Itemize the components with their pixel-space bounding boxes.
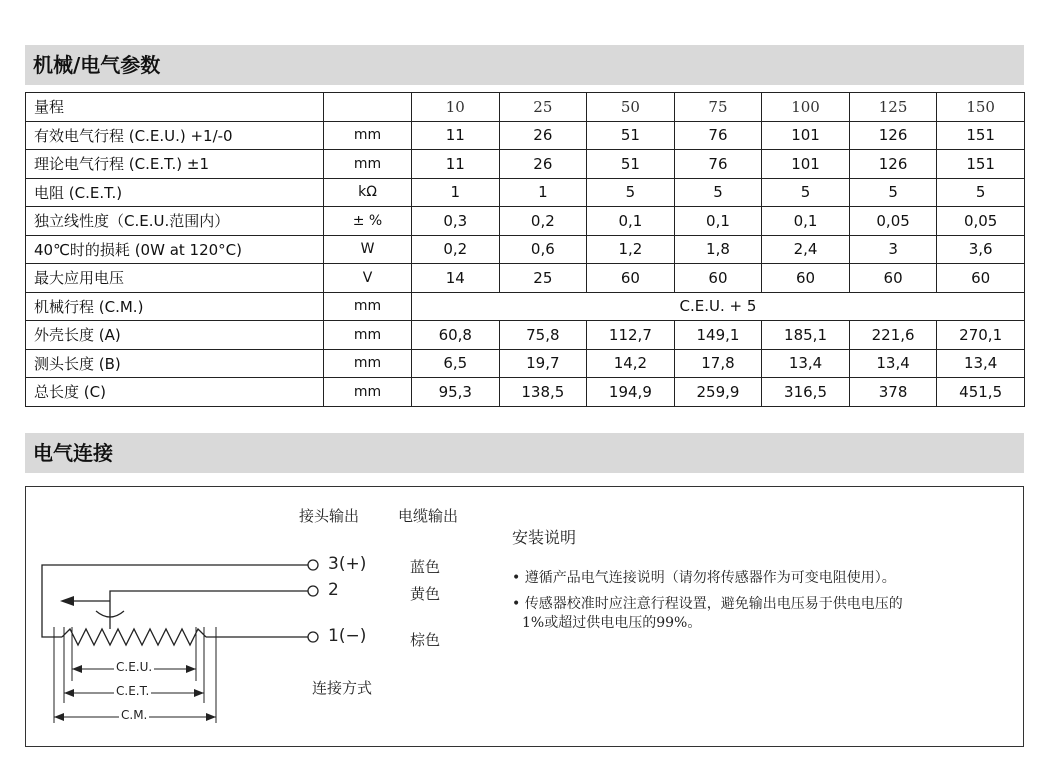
row-label: 40℃时的损耗 (0W at 120°C) (26, 235, 324, 264)
table-cell: 60 (762, 264, 850, 293)
row-unit: kΩ (324, 178, 412, 207)
row-unit: mm (324, 150, 412, 179)
table-cell: 125 (849, 93, 937, 122)
table-row (26, 150, 1025, 179)
table-cell: 60 (674, 264, 762, 293)
table-cell: 51 (587, 121, 675, 150)
row-label: 电阻 (C.E.T.) (26, 178, 324, 207)
row-label: 机械行程 (C.M.) (26, 292, 324, 321)
table-cell: 194,9 (587, 378, 675, 407)
table-cell: 270,1 (937, 321, 1025, 350)
pin3-terminal (308, 560, 318, 570)
table-cell: 75 (674, 93, 762, 122)
table-cell: 25 (499, 93, 587, 122)
table-cell: 11 (412, 121, 500, 150)
section-title-connection: 电气连接 (25, 433, 1024, 473)
table-cell: 378 (849, 378, 937, 407)
table-cell: 60 (587, 264, 675, 293)
table-cell: 3 (849, 235, 937, 264)
table-cell: 259,9 (674, 378, 762, 407)
row-label: 有效电气行程 (C.E.U.) +1/-0 (26, 121, 324, 150)
table-cell: 5 (849, 178, 937, 207)
row-unit: V (324, 264, 412, 293)
table-cell: 13,4 (762, 349, 850, 378)
row-unit (324, 93, 412, 122)
resistor-icon (62, 629, 206, 645)
row-label: 独立线性度（C.E.U.范围内） (26, 207, 324, 236)
table-header-row (26, 93, 1025, 122)
pin2-terminal (308, 586, 318, 596)
table-cell: 10 (412, 93, 500, 122)
table-cell: 5 (587, 178, 675, 207)
table-cell: 75,8 (499, 321, 587, 350)
connection-method-label: 连接方式 (312, 679, 373, 697)
table-cell: 0,05 (849, 207, 937, 236)
table-cell: 451,5 (937, 378, 1025, 407)
table-cell: 101 (762, 150, 850, 179)
table-cell: 151 (937, 150, 1025, 179)
table-row (26, 121, 1025, 150)
pin3-color: 蓝色 (410, 558, 441, 576)
table-cell: 100 (762, 93, 850, 122)
table-cell: 5 (674, 178, 762, 207)
row-unit: mm (324, 321, 412, 350)
parameters-table (25, 92, 1025, 407)
table-cell: 60 (849, 264, 937, 293)
arrow-left-icon (60, 596, 74, 606)
table-cell: 126 (849, 121, 937, 150)
table-cell: 2,4 (762, 235, 850, 264)
section-title-mechanical: 机械/电气参数 (25, 45, 1024, 85)
wire-pin2 (110, 591, 308, 611)
table-cell: 50 (587, 93, 675, 122)
table-cell: 13,4 (937, 349, 1025, 378)
table-cell: 14 (412, 264, 500, 293)
row-unit: mm (324, 378, 412, 407)
table-cell: 0,1 (587, 207, 675, 236)
table-row (26, 321, 1025, 350)
pin2-label: 2 (328, 580, 339, 600)
table-cell: 112,7 (587, 321, 675, 350)
row-unit: mm (324, 121, 412, 150)
table-cell: 151 (937, 121, 1025, 150)
table-cell: 0,2 (499, 207, 587, 236)
cm-label: C.M. (121, 708, 148, 722)
row-unit: W (324, 235, 412, 264)
table-cell: 150 (937, 93, 1025, 122)
table-cell: 76 (674, 121, 762, 150)
table-cell: 101 (762, 121, 850, 150)
table-cell: 3,6 (937, 235, 1025, 264)
table-cell: 76 (674, 150, 762, 179)
row-label: 测头长度 (B) (26, 349, 324, 378)
table-cell: 26 (499, 121, 587, 150)
pin1-terminal (308, 632, 318, 642)
row-unit: mm (324, 292, 412, 321)
table-cell: 5 (762, 178, 850, 207)
table-cell: 25 (499, 264, 587, 293)
table-cell: 0,2 (412, 235, 500, 264)
table-cell-merged: C.E.U. + 5 (412, 292, 1025, 321)
pin1-label: 1(−) (328, 626, 367, 646)
table-cell: 26 (499, 150, 587, 179)
table-cell: 1 (412, 178, 500, 207)
row-label: 量程 (26, 93, 324, 122)
table-cell: 1 (499, 178, 587, 207)
install-note-1: • 遵循产品电气连接说明（请勿将传感器作为可变电阻使用）。 (512, 570, 896, 586)
table-cell: 95,3 (412, 378, 500, 407)
connection-diagram-box (25, 486, 1024, 747)
table-cell: 316,5 (762, 378, 850, 407)
table-cell: 0,05 (937, 207, 1025, 236)
table-cell: 138,5 (499, 378, 587, 407)
table-cell: 149,1 (674, 321, 762, 350)
table-row (26, 292, 1025, 321)
row-unit: ± % (324, 207, 412, 236)
table-cell: 13,4 (849, 349, 937, 378)
table-cell: 1,8 (674, 235, 762, 264)
table-row (26, 178, 1025, 207)
header-pin-output: 接头输出 (299, 507, 360, 525)
header-cable-output: 电缆输出 (398, 507, 459, 525)
table-cell: 5 (937, 178, 1025, 207)
install-note-3: 1%或超过供电电压的99%。 (522, 615, 702, 631)
table-cell: 0,3 (412, 207, 500, 236)
install-title: 安装说明 (512, 528, 577, 547)
table-cell: 221,6 (849, 321, 937, 350)
table-cell: 11 (412, 150, 500, 179)
row-unit: mm (324, 349, 412, 378)
cet-label: C.E.T. (116, 684, 150, 698)
table-cell: 17,8 (674, 349, 762, 378)
table-cell: 51 (587, 150, 675, 179)
pin1-color: 棕色 (410, 631, 441, 649)
table-row (26, 264, 1025, 293)
table-cell: 6,5 (412, 349, 500, 378)
table-cell: 1,2 (587, 235, 675, 264)
row-label: 外壳长度 (A) (26, 321, 324, 350)
table-cell: 126 (849, 150, 937, 179)
row-label: 最大应用电压 (26, 264, 324, 293)
table-cell: 0,1 (674, 207, 762, 236)
row-label: 总长度 (C) (26, 378, 324, 407)
table-row (26, 207, 1025, 236)
table-row (26, 349, 1025, 378)
install-note-2: • 传感器校准时应注意行程设置，避免输出电压易于供电电压的 (512, 596, 903, 612)
table-cell: 0,6 (499, 235, 587, 264)
pin2-color: 黄色 (410, 585, 441, 603)
table-row (26, 235, 1025, 264)
table-row (26, 378, 1025, 407)
row-label: 理论电气行程 (C.E.T.) ±1 (26, 150, 324, 179)
table-cell: 0,1 (762, 207, 850, 236)
ceu-label: C.E.U. (116, 660, 153, 674)
table-cell: 60,8 (412, 321, 500, 350)
table-cell: 60 (937, 264, 1025, 293)
table-cell: 19,7 (499, 349, 587, 378)
pin3-label: 3(+) (328, 554, 367, 574)
table-cell: 185,1 (762, 321, 850, 350)
table-cell: 14,2 (587, 349, 675, 378)
